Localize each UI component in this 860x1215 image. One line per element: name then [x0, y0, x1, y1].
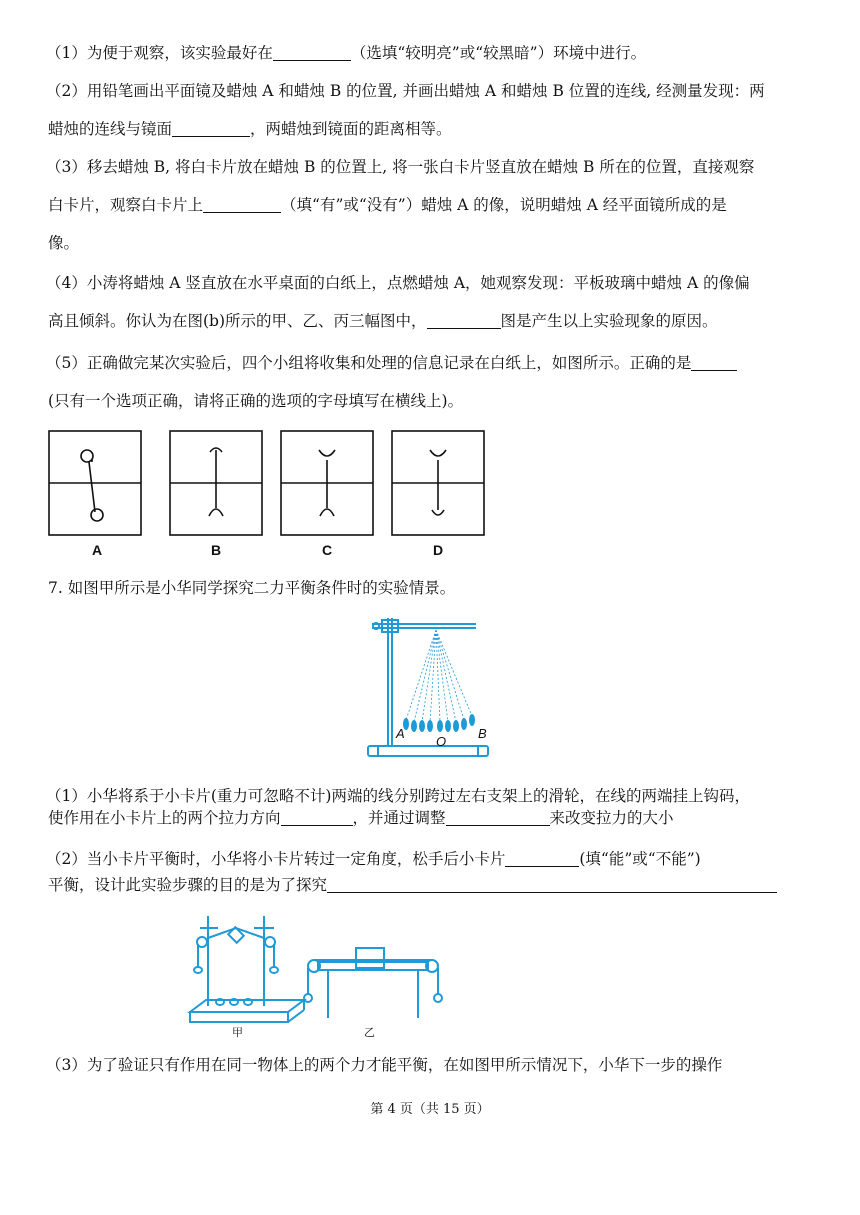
answer-blank[interactable]	[446, 809, 550, 826]
q7-part1-line1: （1）小华将系于小卡片(重力可忽略不计)两端的线分别跨过左右支架上的滑轮，在线的两端挂上钩码，	[46, 787, 750, 805]
answer-blank[interactable]	[427, 312, 501, 329]
answer-blank[interactable]	[203, 196, 281, 213]
option-d-label: D	[432, 542, 444, 558]
q6-part3-text-b: （填“有”或“没有”）蜡烛 A 的像，说明蜡烛 A 经平面镜所成的是	[281, 196, 727, 214]
q6-part4-text-b: 图是产生以上实验现象的原因。	[500, 312, 718, 330]
q7-part2-line2	[48, 874, 777, 896]
q7-part1-text-c: 来改变拉力的大小	[549, 809, 674, 827]
q6-part5-line2: (只有一个选项正确，请将正确的选项的字母填写在横线上)。	[48, 392, 464, 410]
option-a-label: A	[91, 542, 103, 558]
figure-label-yi: 乙	[364, 1027, 375, 1039]
q6-part1	[46, 42, 646, 64]
q6-part4-line1: （4）小涛将蜡烛 A 竖直放在水平桌面的白纸上，点燃蜡烛 A，她观察发现：平板玻璃中蜡烛 A 的像偏	[46, 274, 750, 292]
q7-part1-line2	[48, 807, 674, 829]
pendulum-label-o: O	[436, 734, 447, 749]
answer-blank[interactable]	[691, 354, 737, 371]
answer-blank[interactable]	[505, 850, 579, 867]
answer-blank[interactable]	[327, 876, 777, 893]
option-b-box	[170, 431, 262, 535]
q7-intro: 7. 如图甲所示是小华同学探究二力平衡条件时的实验情景。	[48, 579, 456, 597]
q6-part4-text-a: 高且倾斜。你认为在图(b)所示的甲、乙、丙三幅图中，	[48, 312, 427, 330]
q7-part1-text-a: 使作用在小卡片上的两个拉力方向	[48, 809, 281, 827]
option-c-box	[281, 431, 373, 535]
option-a-box	[49, 431, 141, 535]
answer-blank[interactable]	[172, 120, 250, 137]
q6-part5-line1	[46, 352, 737, 374]
q6-part3-line2	[48, 194, 727, 216]
q6-part4-line2	[48, 310, 718, 332]
answer-blank[interactable]	[281, 809, 353, 826]
q7-part2-text-c: 平衡，设计此实验步骤的目的是为了探究	[48, 876, 328, 894]
figure-label-jia: 甲	[232, 1027, 243, 1039]
q7-part1-text-b: ，并通过调整	[352, 809, 446, 827]
q6-part3-line3: 像。	[48, 234, 80, 252]
page-footer: 第 4 页（共 15 页）	[370, 1102, 490, 1117]
q7-part3-line1: （3）为了验证只有作用在同一物体上的两个力才能平衡，在如图甲所示情况下，小华下一步的操作	[46, 1056, 723, 1074]
option-b-label: B	[210, 542, 222, 558]
mirror-options-figure	[46, 428, 486, 563]
q7-part2-text-a: （2）当小卡片平衡时，小华将小卡片转过一定角度，松手后小卡片	[46, 850, 506, 868]
option-d-box	[392, 431, 484, 535]
q6-part3-line1: （3）移去蜡烛 B, 将白卡片放在蜡烛 B 的位置上, 将一张白卡片竖直放在蜡烛 B 所在的位置，直接观察	[46, 158, 755, 176]
q7-part2-text-b: (填“能”或“不能”)	[579, 850, 701, 868]
q6-part1-text-b: （选填“较明亮”或“较黑暗”）环境中进行。	[350, 44, 647, 62]
q6-part5-text: （5）正确做完某次实验后，四个小组将收集和处理的信息记录在白纸上，如图所示。正确的是	[46, 354, 692, 372]
q6-part2-text-b: ，两蜡烛到镜面的距离相等。	[250, 120, 452, 138]
pendulum-label-b: B	[478, 726, 487, 741]
q7-part2-line1	[46, 848, 701, 870]
q6-part1-text-a: （1）为便于观察，该实验最好在	[46, 44, 273, 62]
option-c-label: C	[321, 542, 333, 558]
answer-blank[interactable]	[273, 44, 351, 61]
q6-part2-line1: （2）用铅笔画出平面镜及蜡烛 A 和蜡烛 B 的位置, 并画出蜡烛 A 和蜡烛 B 位置的连线, 经测量发现：两	[46, 82, 765, 100]
pendulum-label-a: A	[396, 726, 405, 741]
q6-part2-text-a: 蜡烛的连线与镜面	[48, 120, 173, 138]
pendulum-figure	[364, 612, 514, 762]
balance-apparatus-figure	[186, 908, 456, 1043]
q6-part2-line2	[48, 118, 452, 140]
q6-part3-text-a: 白卡片，观察白卡片上	[48, 196, 204, 214]
